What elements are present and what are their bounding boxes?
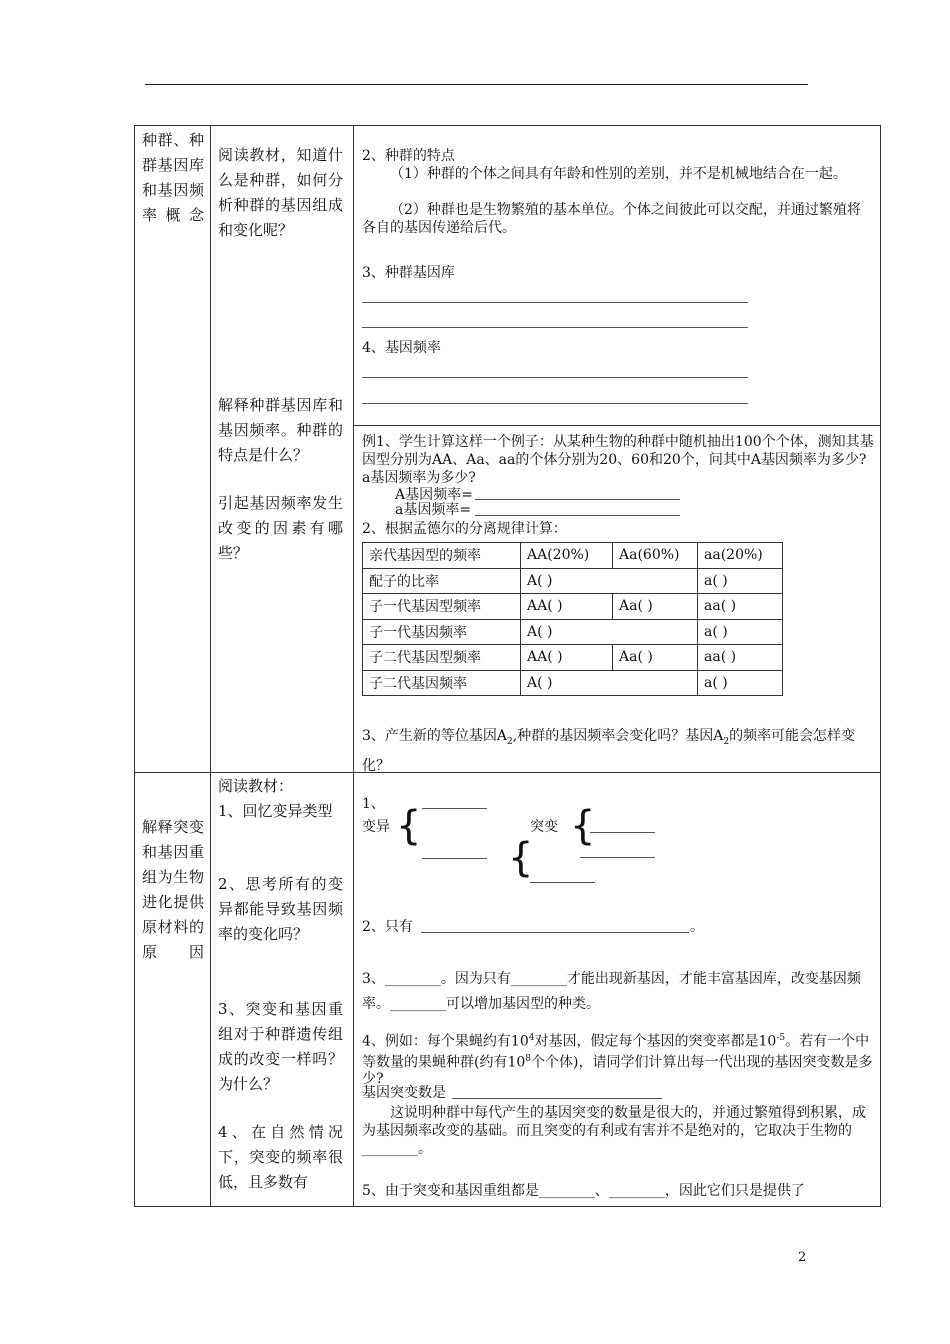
header-rule [145,84,808,85]
table-cell: aa( ) [698,594,783,620]
item-4 [362,1030,874,1088]
answer-line [475,515,680,516]
table-cell: a( ) [698,619,783,645]
item4-part: 个个体)，请同学们计算出每一代出现的基因突变数是多少? [362,1054,873,1088]
answer-line [422,808,487,809]
heading-gene-pool: 3、种群基因库 [362,265,455,281]
section2-title: 解释突变和基因重组为生物进化提供原材料的原因 [142,818,204,961]
table-cell: Aa( ) [613,645,698,671]
section2-q3: 3、突变和基因重组对于种群遗传组成的改变一样吗？为什么？ [218,1000,343,1093]
q3-part: ,种群的基因频率会变化吗？基因A [512,728,724,744]
section1-reading: 阅读教材，知道什么是种群，如何分析种群的基因组成和变化呢？ [218,146,343,239]
item4-superscript: -5 [776,1033,786,1043]
a-big-frequency-label: A基因频率= [395,487,473,503]
item-2-end: 。 [690,919,704,935]
table-bottom-border [134,1206,881,1207]
trait-paragraph-1: （1）种群的个体之间具有年龄和性别的差别，并不是机械地结合在一起。 [390,166,847,182]
item4-superscript: 8 [525,1053,532,1064]
page-number: 2 [798,1250,807,1265]
table-cell: 子一代基因型频率 [363,594,521,620]
table-cell: 子二代基因型频率 [363,645,521,671]
q3-subscript: 2 [507,736,513,747]
cell-divider [353,425,881,426]
table-cell: 亲代基因型的频率 [363,543,521,569]
example-1: 例1、学生计算这样一个例子：从某种生物的种群中随机抽出100个个体，测知其基因型分别为AA、Aa、aa的个体分别为20、60和20个，问其中A基因频率为多少?a基因频率为多少? [362,434,874,486]
diagram-variation-label: 变异 [362,819,390,835]
table-cell: 子二代基因频率 [363,670,521,696]
q3-subscript: 2 [723,736,730,747]
table-row [363,543,783,569]
answer-line [422,858,487,859]
table-cell: A( ) [521,619,698,645]
diagram-number: 1、 [362,796,385,812]
brace-icon: { [396,803,422,849]
table-cell: a( ) [698,568,783,594]
table-cell: A( ) [521,568,698,594]
item4-superscript: 4 [528,1033,535,1043]
trait-paragraph-2: （2）种群也是生物繁殖的基本单位。个体之间彼此可以交配，并通过繁殖将各自的基因传递给后代。 [362,202,861,236]
col-divider-1 [210,125,211,1206]
table-cell: Aa( ) [613,594,698,620]
table-cell: aa(20%) [698,543,783,569]
section2-q4: 4、在自然情况下，突变的频率很低，且多数有 [218,1123,343,1191]
table-cell: AA( ) [521,594,613,620]
table-cell: a( ) [698,670,783,696]
table-row [363,568,783,594]
table-top-border [134,125,881,126]
col-divider-2 [353,125,354,1206]
answer-line [452,1098,662,1099]
item-3: 3、________。因为只有________才能出现新基因，才能丰富基因库，改变基因频率。________可以增加基因型的种类。 [362,971,861,1012]
table-row [363,594,783,620]
question-3 [362,724,874,778]
item4-part: 。若有一个中等数量的果蝇种群(约有10 [362,1033,870,1071]
brace-icon: { [508,835,534,881]
mutation-count-label: 基因突变数是 [362,1085,446,1101]
frequency-table [362,542,783,696]
heading-population-traits: 2、种群的特点 [362,148,455,164]
q3-part: 的频率可能会怎样变化？ [362,728,856,774]
table-cell: aa( ) [698,645,783,671]
answer-line [362,327,748,328]
table-cell: Aa(60%) [613,543,698,569]
table-cell: A( ) [521,670,698,696]
section2-reading: 阅读教材： [218,777,294,795]
table-cell: AA(20%) [521,543,613,569]
answer-line [362,302,748,303]
section1-factors: 引起基因频率发生改变的因素有哪些？ [218,494,343,562]
item4-part: 对基因，假定每个基因的突变率都是10 [534,1033,777,1050]
table-right-border [880,125,881,1206]
section1-title: 种群、种群基因库和基因频率概念 [142,131,204,224]
heading-gene-frequency: 4、基因频率 [362,340,441,356]
table-row [363,670,783,696]
answer-line [421,932,689,933]
item-5: 5、由于突变和基因重组都是________、________，因此它们只是提供了 [362,1183,805,1199]
section2-q1: 1、回忆变异类型 [218,802,333,820]
answer-line [362,377,748,378]
item4-part: 4、例如：每个果蝇约有10 [362,1033,529,1050]
table-cell: AA( ) [521,645,613,671]
answer-line [475,499,680,500]
q3-part: 3、产生新的等位基因A [362,728,508,744]
answer-line [530,882,595,883]
table-cell: 子一代基因频率 [363,619,521,645]
section2-q2: 2、思考所有的变异都能导致基因频率的变化吗？ [218,875,343,943]
table-left-border [134,125,135,1206]
a-small-frequency-label: a基因频率= [395,502,472,518]
diagram-mutation-label: 突变 [530,819,558,835]
mendel-heading: 2、根据孟德尔的分离规律计算： [362,521,567,537]
table-row [363,619,783,645]
table-cell: 配子的比率 [363,568,521,594]
table-row [363,645,783,671]
brace-icon: { [570,803,596,849]
answer-line [590,832,655,833]
explanation-paragraph: 这说明种群中每代产生的基因突变的数量是很大的，并通过繁殖得到积累，成为基因频率改变的基础。而且突变的有利或有害并不是绝对的，它取决于生物的________。 [362,1105,866,1157]
section1-explain: 解释种群基因库和基因频率。种群的特点是什么？ [218,396,343,464]
item-2: 2、只有 [362,919,413,935]
answer-line [580,857,655,858]
answer-line [362,403,748,404]
